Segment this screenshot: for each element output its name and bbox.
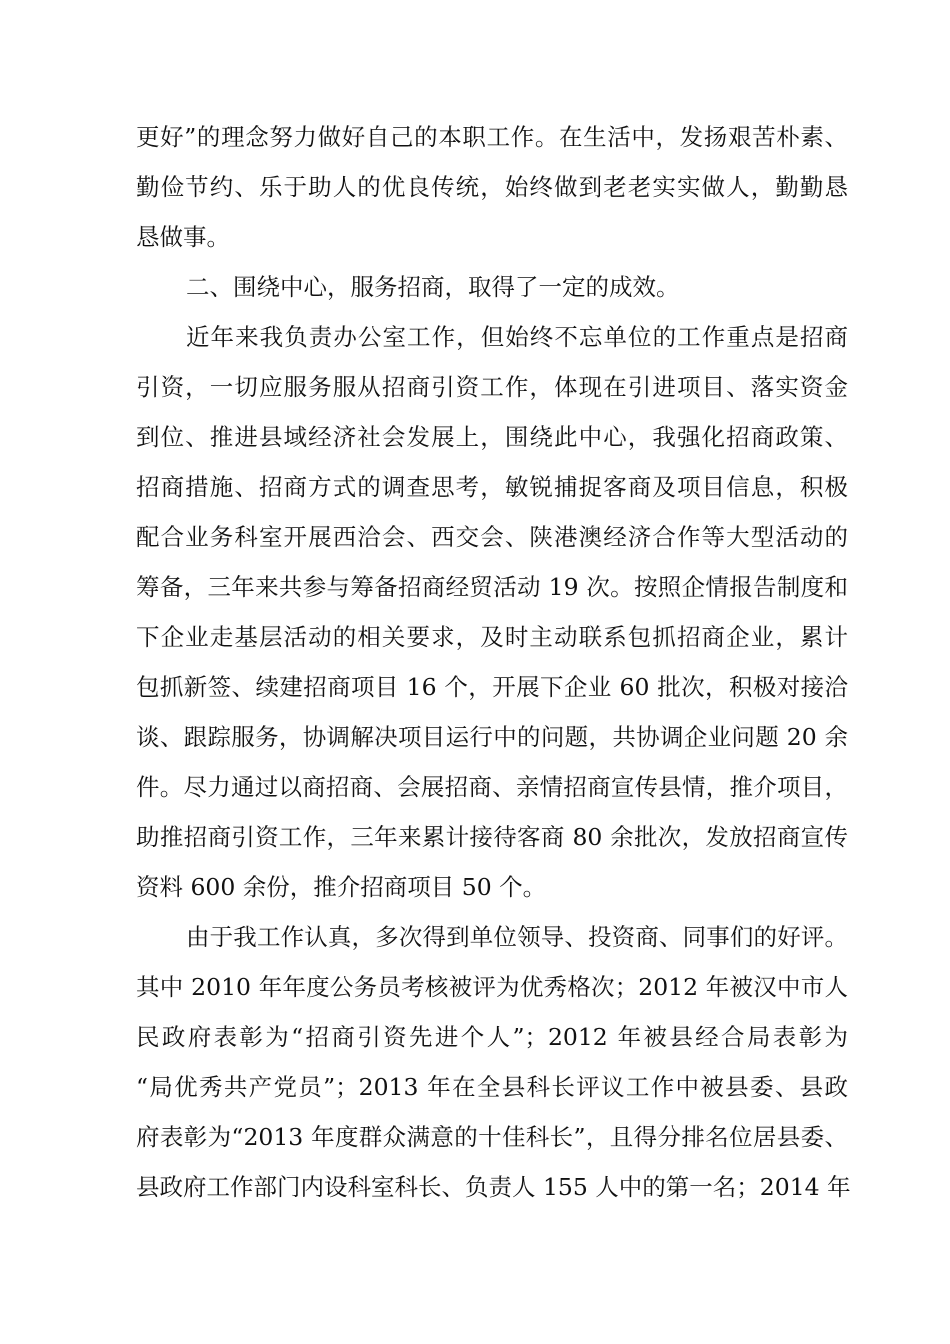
text-line: 下企业走基层活动的相关要求，及时主动联系包抓招商企业，累计 — [136, 623, 848, 651]
text-line: 包抓新签、续建招商项目 16 个，开展下企业 60 批次，积极对接洽 — [136, 673, 848, 701]
text-line: 配合业务科室开展西洽会、西交会、陕港澳经济合作等大型活动的 — [136, 523, 848, 551]
text-line: “局优秀共产党员”；2013 年在全县科长评议工作中被县委、县政 — [136, 1073, 848, 1101]
document-body — [136, 112, 851, 1212]
text-line: 其中 2010 年年度公务员考核被评为优秀格次；2012 年被汉中市人 — [136, 973, 848, 1001]
text-line: 更好”的理念努力做好自己的本职工作。在生活中，发扬艰苦朴素、 — [136, 123, 848, 151]
text-line: 府表彰为“2013 年度群众满意的十佳科长”，且得分排名位居县委、 — [136, 1123, 848, 1151]
text-line: 助推招商引资工作，三年来累计接待客商 80 余批次，发放招商宣传 — [136, 823, 848, 851]
text-line: 恳做事。 — [136, 223, 230, 251]
text-line: 近年来我负责办公室工作，但始终不忘单位的工作重点是招商 — [186, 323, 848, 351]
text-line: 件。尽力通过以商招商、会展招商、亲情招商宣传县情，推介项目， — [136, 773, 848, 801]
text-line: 引资，一切应服务服从招商引资工作，体现在引进项目、落实资金 — [136, 373, 848, 401]
text-line: 民政府表彰为“招商引资先进个人”；2012 年被县经合局表彰为 — [136, 1023, 848, 1051]
text-line: 到位、推进县域经济社会发展上，围绕此中心，我强化招商政策、 — [136, 423, 848, 451]
text-line: 资料 600 余份，推介招商项目 50 个。 — [136, 873, 547, 901]
text-line: 勤俭节约、乐于助人的优良传统，始终做到老老实实做人，勤勤恳 — [136, 173, 848, 201]
text-line: 谈、跟踪服务，协调解决项目运行中的问题，共协调企业问题 20 余 — [136, 723, 848, 751]
text-line: 由于我工作认真，多次得到单位领导、投资商、同事们的好评。 — [186, 923, 848, 951]
text-line: 县政府工作部门内设科室科长、负责人 155 人中的第一名；2014 年 — [136, 1173, 851, 1201]
text-line: 招商措施、招商方式的调查思考，敏锐捕捉客商及项目信息，积极 — [136, 473, 848, 501]
text-line: 二、围绕中心，服务招商，取得了一定的成效。 — [186, 273, 680, 301]
text-line: 筹备，三年来共参与筹备招商经贸活动 19 次。按照企情报告制度和 — [136, 573, 848, 601]
